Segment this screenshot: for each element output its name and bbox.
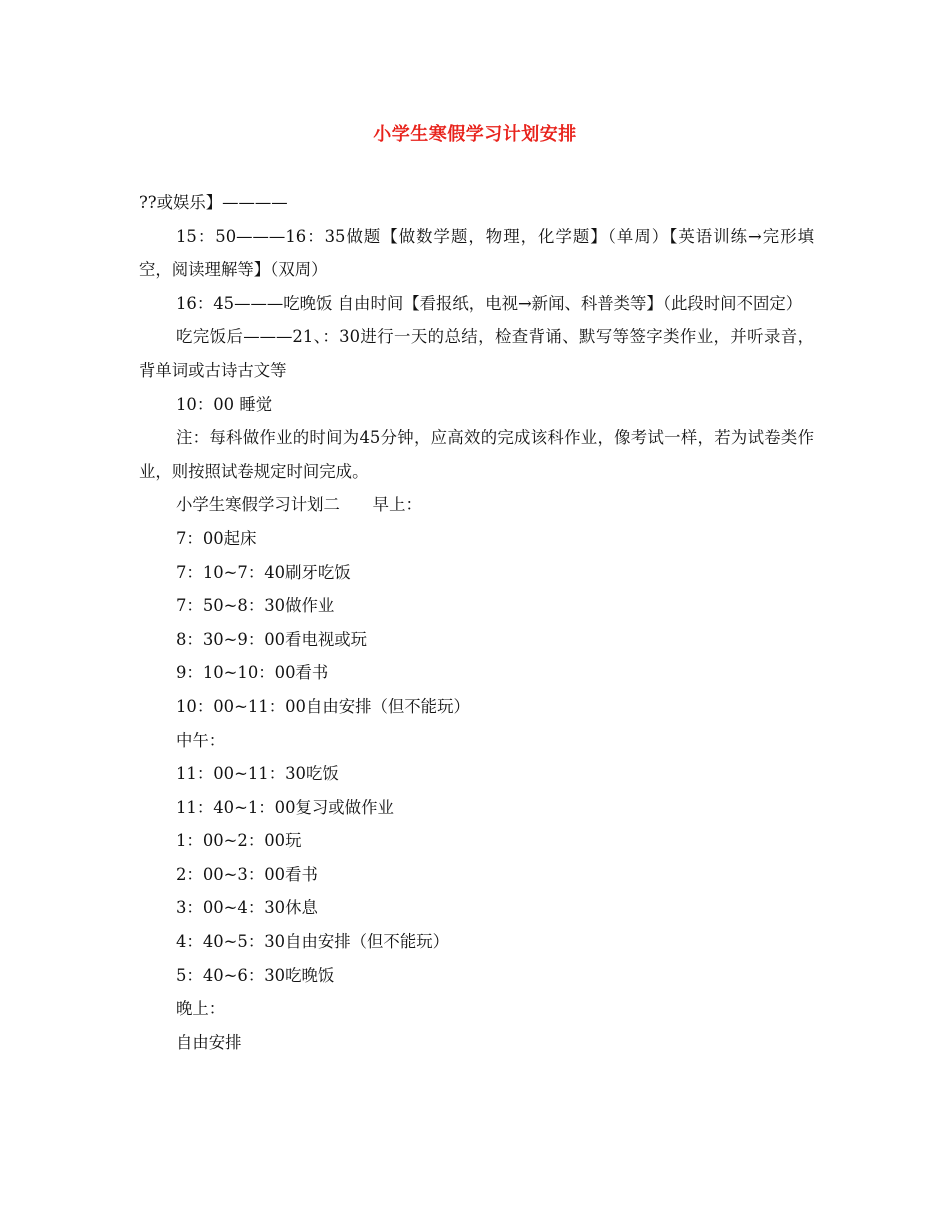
paragraph: 11：40~1：00复习或做作业 (176, 797, 394, 817)
paragraph: 8：30~9：00看电视或玩 (176, 629, 368, 649)
paragraph: 5：40~6：30吃晚饭 (176, 965, 335, 985)
paragraph: 9：10~10：00看书 (176, 663, 329, 683)
paragraph: 7：00起床 (176, 528, 257, 548)
document-body (139, 186, 814, 1059)
paragraph: 自由安排 (176, 1032, 242, 1052)
paragraph: 吃完饭后———21、：30进行一天的总结，检查背诵、默写等签字类作业，并听录音，背单词或古诗古文等 (139, 327, 814, 380)
paragraph: 3：00~4：30休息 (176, 898, 318, 918)
paragraph: 2：00~3：00看书 (176, 864, 318, 884)
paragraph: 16：45———吃晚饭 自由时间【看报纸，电视→新闻、科普类等】（此段时间不固定） (176, 293, 803, 313)
paragraph: 7：50~8：30做作业 (176, 596, 335, 616)
paragraph: 10：00~11：00自由安排（但不能玩） (176, 696, 470, 716)
paragraph: 小学生寒假学习计划二 早上： (176, 495, 422, 515)
paragraph: 15：50———16：35做题【做数学题，物理，化学题】（单周）【英语训练→完形填空，阅读理解等】（双周） (139, 226, 814, 280)
paragraph: 11：00~11：30吃饭 (176, 764, 339, 784)
paragraph: 10：00 睡觉 (176, 394, 273, 414)
paragraph: 7：10~7：40刷牙吃饭 (176, 562, 351, 582)
paragraph: 晚上： (176, 999, 226, 1019)
paragraph: 中午： (176, 730, 226, 750)
paragraph: 4：40~5：30自由安排（但不能玩） (176, 932, 449, 952)
paragraph: 注：每科做作业的时间为45分钟，应高效的完成该科作业，像考试一样，若为试卷类作业，则按照试卷规定时间完成。 (139, 428, 814, 481)
document-title: 小学生寒假学习计划安排 (373, 124, 577, 145)
paragraph: ??或娱乐】———— (139, 193, 288, 212)
paragraph: 1：00~2：00玩 (176, 831, 302, 851)
